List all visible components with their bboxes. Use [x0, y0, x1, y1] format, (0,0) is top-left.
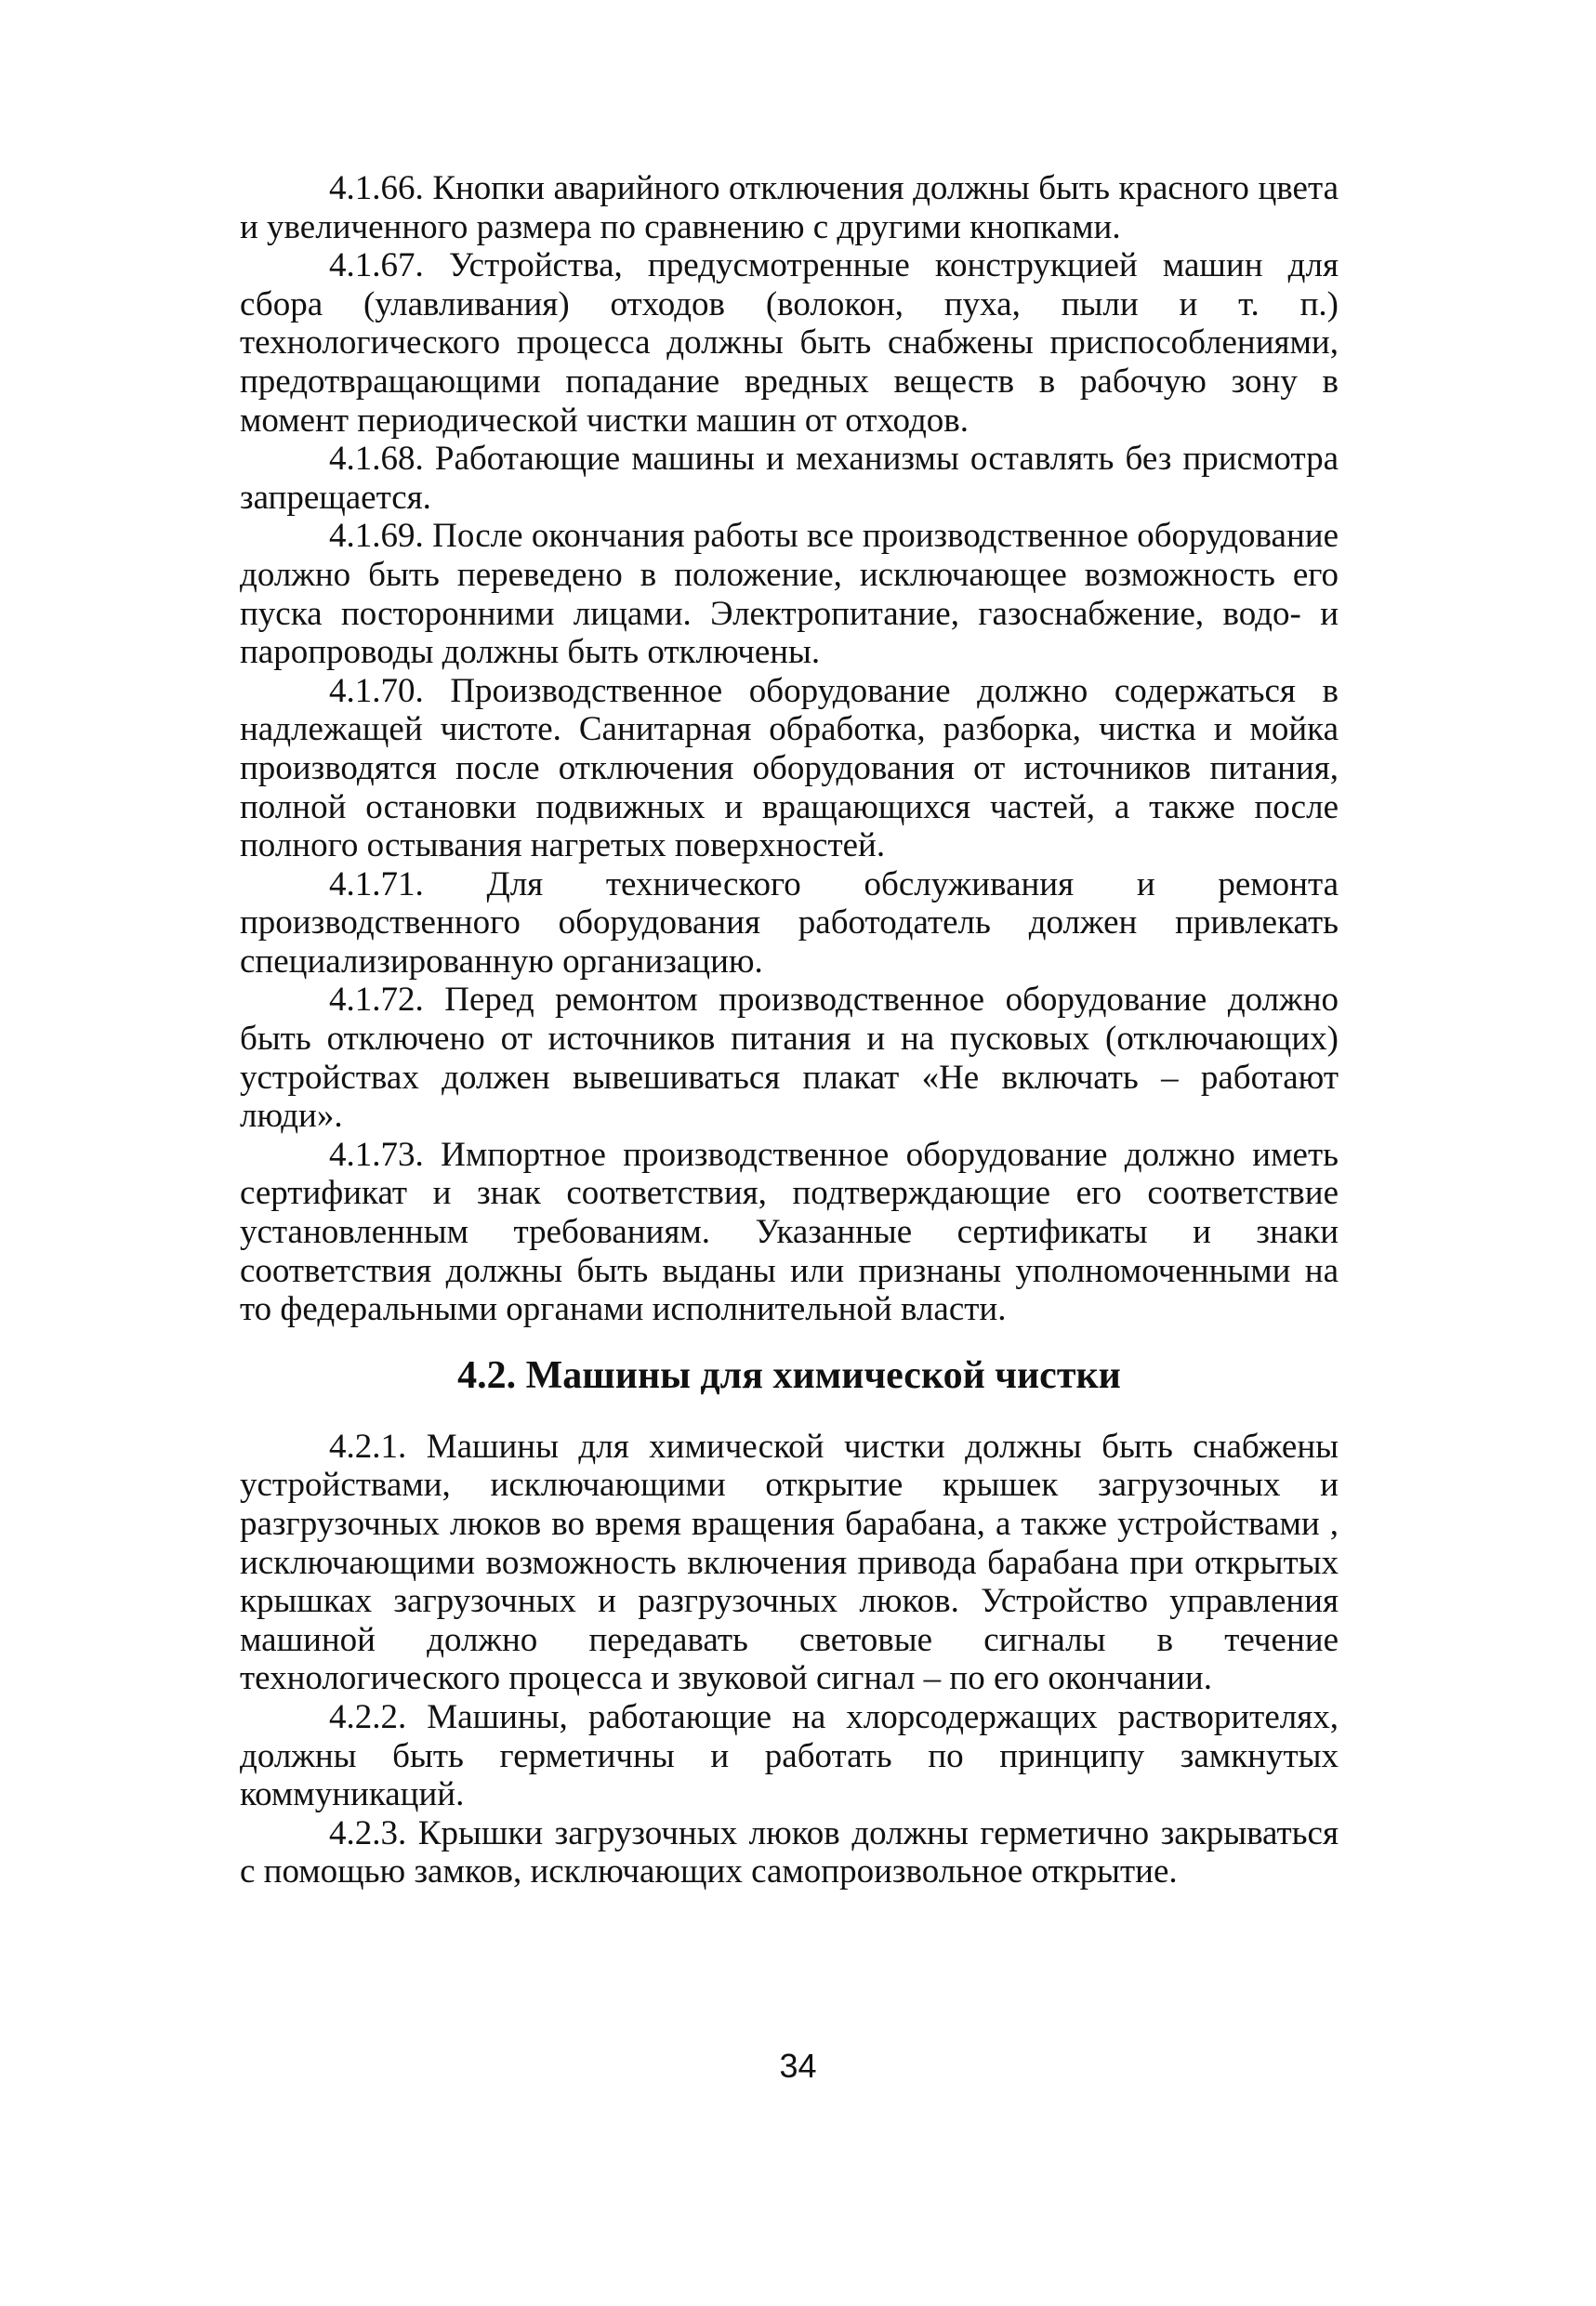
- paragraph-4-2-3: 4.2.3. Крышки загрузочных люков должны герметично закрываться с помощью замков, исключающих самопроизвольное открытие.: [240, 1813, 1339, 1891]
- paragraph-4-2-2: 4.2.2. Машины, работающие на хлорсодержащих растворителях, должны быть герметичны и работать по принципу замкнутых коммуникаций.: [240, 1697, 1339, 1814]
- body-text: [240, 169, 1339, 1891]
- section-heading: 4.2. Машины для химической чистки: [457, 1353, 1121, 1397]
- paragraph-4-2-1: 4.2.1. Машины для химической чистки должны быть снабжены устройствами, исключающими открытие крышек загрузочных и разгрузочных люков во время вращения барабана, а также устройствами , исключающими возможность включения привода барабана при открытых крышках загрузочных и разгрузочных люков. Устройство управления машиной должно передавать световые сигналы в течение технологического процесса и звуковой сигнал – по его окончании.: [240, 1427, 1339, 1698]
- paragraph-4-1-67: 4.1.67. Устройства, предусмотренные конструкцией машин для сбора (улавливания) отходов (волокон, пуха, пыли и т. п.) технологического процесса должны быть снабжены приспособлениями, предотвращающими попадание вредных веществ в рабочую зону в момент периодической чистки машин от отходов.: [240, 246, 1339, 440]
- paragraph-4-1-70: 4.1.70. Производственное оборудование должно содержаться в надлежащей чистоте. Санитарная обработка, разборка, чистка и мойка производятся после отключения оборудования от источников питания, полной остановки подвижных и вращающихся частей, а также после полного остывания нагретых поверхностей.: [240, 671, 1339, 865]
- paragraph-4-1-71: 4.1.71. Для технического обслуживания и ремонта производственного оборудования работодатель должен привлекать специализированную организацию.: [240, 864, 1339, 981]
- paragraph-4-1-72: 4.1.72. Перед ремонтом производственное оборудование должно быть отключено от источников питания и на пусковых (отключающих) устройствах должен вывешиваться плакат «Не включать – работают люди».: [240, 981, 1339, 1136]
- page-number: 34: [779, 2047, 817, 2085]
- paragraph-4-1-66: 4.1.66. Кнопки аварийного отключения должны быть красного цвета и увеличенного размера по сравнению с другими кнопками.: [240, 169, 1339, 246]
- paragraph-4-1-73: 4.1.73. Импортное производственное оборудование должно иметь сертификат и знак соответствия, подтверждающие его соответствие установленным требованиям. Указанные сертификаты и знаки соответствия должны быть выданы или признаны уполномоченными на то федеральными органами исполнительной власти.: [240, 1135, 1339, 1329]
- paragraph-4-1-69: 4.1.69. После окончания работы все производственное оборудование должно быть переведено в положение, исключающее возможность его пуска посторонними лицами. Электропитание, газоснабжение, водо- и паропроводы должны быть отключены.: [240, 517, 1339, 672]
- paragraph-4-1-68: 4.1.68. Работающие машины и механизмы оставлять без присмотра запрещается.: [240, 440, 1339, 517]
